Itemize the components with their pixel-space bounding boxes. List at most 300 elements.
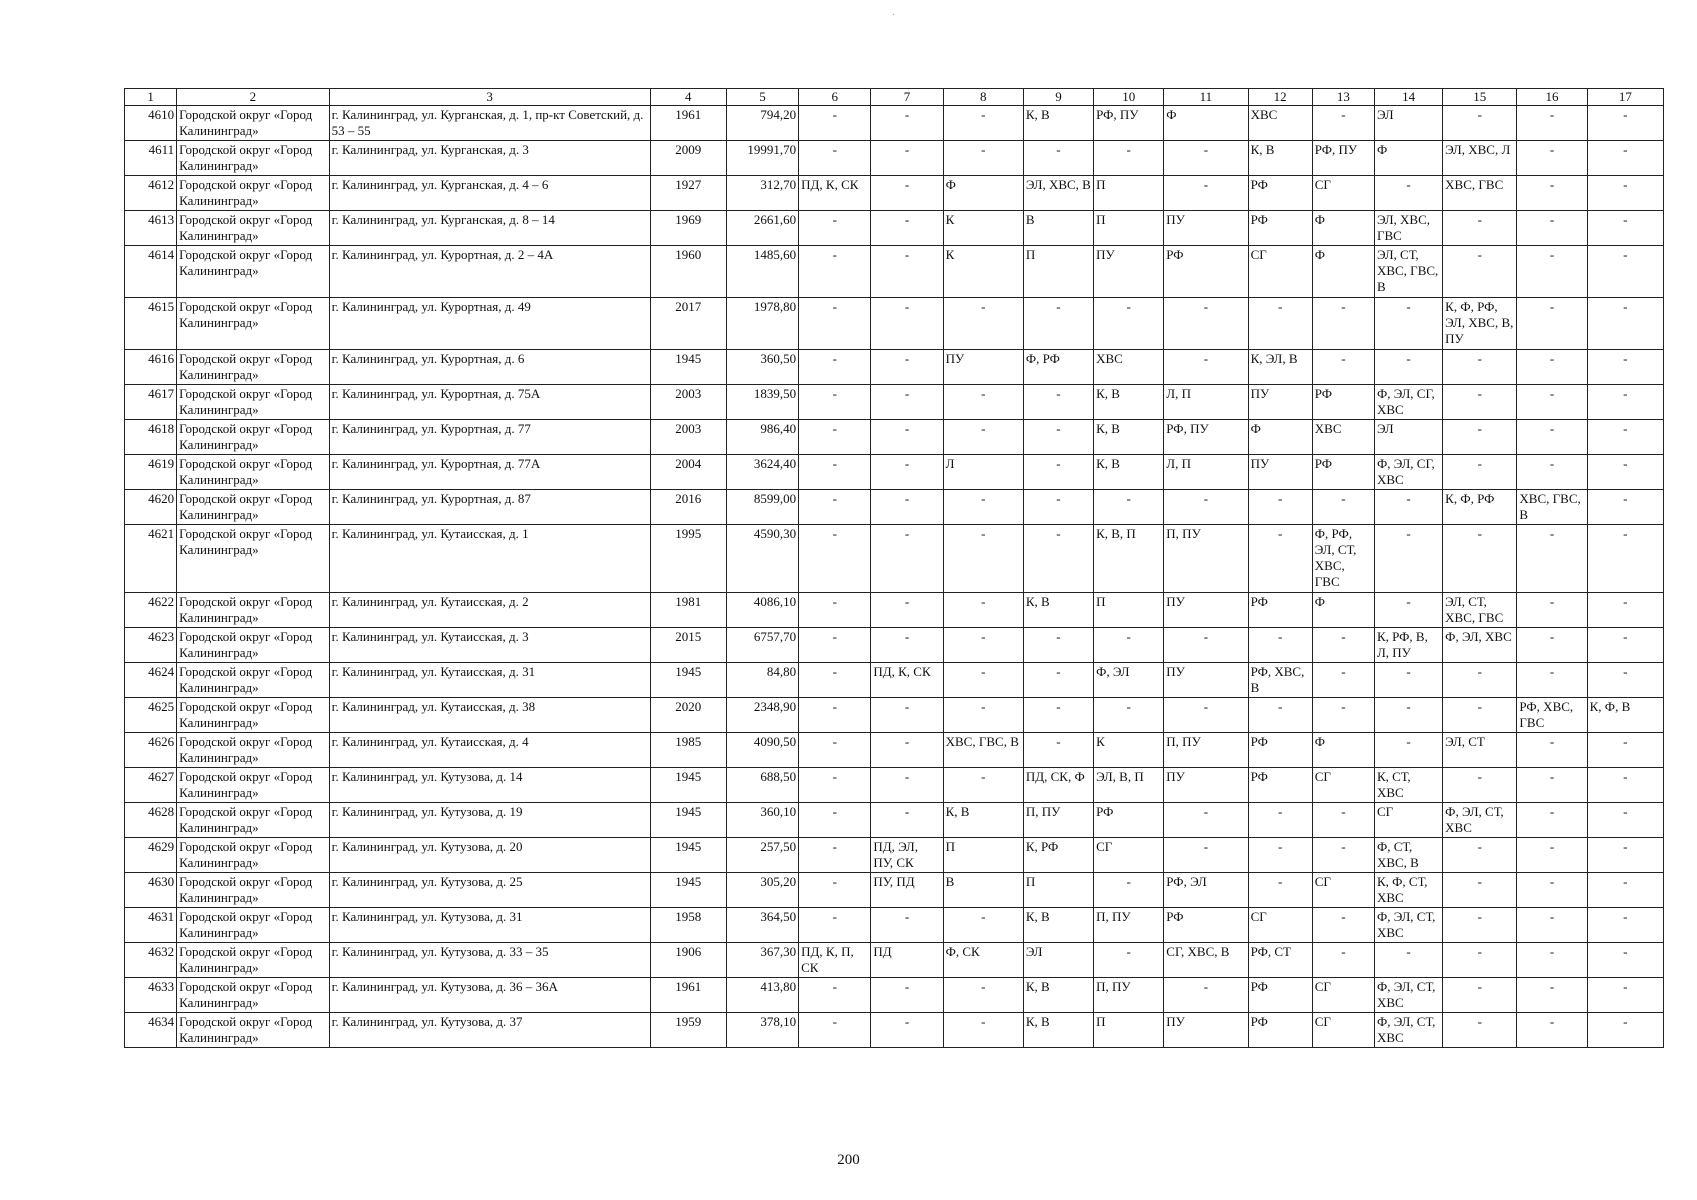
work-type-cell: - xyxy=(799,908,871,943)
work-type-cell: - xyxy=(871,803,943,838)
municipality-cell: Городской округ «Город Калининград» xyxy=(177,525,329,593)
row-number-cell: 4634 xyxy=(125,1013,177,1048)
work-type-cell: - xyxy=(1443,350,1517,385)
address-cell: г. Калининград, ул. Кутузова, д. 31 xyxy=(329,908,650,943)
work-type-cell: РФ xyxy=(1248,593,1312,628)
table-row xyxy=(125,943,1664,978)
work-type-cell: СГ xyxy=(1312,1013,1374,1048)
row-number-cell: 4610 xyxy=(125,106,177,141)
work-type-cell: - xyxy=(1248,525,1312,593)
work-type-cell: П, ПУ xyxy=(1094,908,1164,943)
work-type-cell: - xyxy=(799,525,871,593)
work-type-cell: - xyxy=(1517,663,1587,698)
area-cell: 794,20 xyxy=(726,106,798,141)
work-type-cell: - xyxy=(871,106,943,141)
work-type-cell: - xyxy=(1312,350,1374,385)
work-type-cell: Ф, СТ, ХВС, В xyxy=(1374,838,1442,873)
row-number-cell: 4622 xyxy=(125,593,177,628)
work-type-cell: Ф xyxy=(943,176,1023,211)
table-row xyxy=(125,385,1664,420)
column-header: 15 xyxy=(1443,89,1517,106)
municipality-cell: Городской округ «Город Калининград» xyxy=(177,1013,329,1048)
year-cell: 2016 xyxy=(650,490,726,525)
table-row xyxy=(125,106,1664,141)
row-number-cell: 4627 xyxy=(125,768,177,803)
municipality-cell: Городской округ «Город Калининград» xyxy=(177,943,329,978)
work-type-cell: - xyxy=(1517,593,1587,628)
municipality-cell: Городской округ «Город Калининград» xyxy=(177,628,329,663)
work-type-cell: СГ, ХВС, В xyxy=(1164,943,1248,978)
work-type-cell: ЭЛ xyxy=(1023,943,1093,978)
work-type-cell: - xyxy=(799,838,871,873)
work-type-cell: Ф xyxy=(1164,106,1248,141)
work-type-cell: - xyxy=(1517,943,1587,978)
work-type-cell: - xyxy=(1374,350,1442,385)
work-type-cell: Ф, ЭЛ xyxy=(1094,663,1164,698)
work-type-cell: - xyxy=(1587,663,1663,698)
work-type-cell: - xyxy=(871,978,943,1013)
table-row xyxy=(125,350,1664,385)
work-type-cell: - xyxy=(1443,698,1517,733)
work-type-cell: - xyxy=(1587,803,1663,838)
table-row xyxy=(125,1013,1664,1048)
work-type-cell: ПУ xyxy=(1164,593,1248,628)
work-type-cell: Ф xyxy=(1312,211,1374,246)
year-cell: 1945 xyxy=(650,768,726,803)
work-type-cell: - xyxy=(1094,628,1164,663)
municipality-cell: Городской округ «Город Калининград» xyxy=(177,698,329,733)
municipality-cell: Городской округ «Город Калининград» xyxy=(177,908,329,943)
work-type-cell: - xyxy=(871,385,943,420)
row-number-cell: 4615 xyxy=(125,298,177,350)
work-type-cell: - xyxy=(799,803,871,838)
table-row xyxy=(125,978,1664,1013)
municipality-cell: Городской округ «Город Калининград» xyxy=(177,106,329,141)
year-cell: 2009 xyxy=(650,141,726,176)
work-type-cell: - xyxy=(871,1013,943,1048)
work-type-cell: РФ xyxy=(1248,768,1312,803)
work-type-cell: - xyxy=(943,628,1023,663)
work-type-cell: - xyxy=(1374,943,1442,978)
work-type-cell: РФ xyxy=(1312,385,1374,420)
work-type-cell: - xyxy=(799,768,871,803)
work-type-cell: К, В xyxy=(1023,106,1093,141)
area-cell: 360,10 xyxy=(726,803,798,838)
area-cell: 4086,10 xyxy=(726,593,798,628)
municipality-cell: Городской округ «Город Калининград» xyxy=(177,663,329,698)
work-type-cell: П, ПУ xyxy=(1023,803,1093,838)
work-type-cell: Ф, ЭЛ, ХВС xyxy=(1443,628,1517,663)
work-type-cell: - xyxy=(1023,698,1093,733)
work-type-cell: - xyxy=(1312,490,1374,525)
address-cell: г. Калининград, ул. Курортная, д. 49 xyxy=(329,298,650,350)
work-type-cell: ХВС xyxy=(1312,420,1374,455)
work-type-cell: П xyxy=(1094,593,1164,628)
work-type-cell: РФ, ХВС, В xyxy=(1248,663,1312,698)
row-number-cell: 4621 xyxy=(125,525,177,593)
work-type-cell: - xyxy=(871,298,943,350)
work-type-cell: ПУ xyxy=(1248,455,1312,490)
work-type-cell: - xyxy=(1587,733,1663,768)
table-row xyxy=(125,420,1664,455)
address-cell: г. Калининград, ул. Курортная, д. 87 xyxy=(329,490,650,525)
work-type-cell: РФ xyxy=(1312,455,1374,490)
work-type-cell: - xyxy=(1443,211,1517,246)
work-type-cell: ПД, ЭЛ, ПУ, СК xyxy=(871,838,943,873)
area-cell: 4590,30 xyxy=(726,525,798,593)
work-type-cell: - xyxy=(1443,663,1517,698)
work-type-cell: - xyxy=(799,455,871,490)
municipality-cell: Городской округ «Город Калининград» xyxy=(177,246,329,298)
work-type-cell: - xyxy=(1023,385,1093,420)
work-type-cell: СГ xyxy=(1312,768,1374,803)
work-type-cell: - xyxy=(1094,298,1164,350)
address-cell: г. Калининград, ул. Кутаисская, д. 38 xyxy=(329,698,650,733)
table-row xyxy=(125,838,1664,873)
work-type-cell: - xyxy=(1094,490,1164,525)
work-type-cell: - xyxy=(799,628,871,663)
table-row xyxy=(125,298,1664,350)
work-type-cell: - xyxy=(1023,663,1093,698)
work-type-cell: ПД, К, СК xyxy=(799,176,871,211)
work-type-cell: - xyxy=(1023,490,1093,525)
work-type-cell: - xyxy=(1094,698,1164,733)
work-type-cell: - xyxy=(871,908,943,943)
column-header: 14 xyxy=(1374,89,1442,106)
work-type-cell: - xyxy=(1517,978,1587,1013)
work-type-cell: Ф, РФ xyxy=(1023,350,1093,385)
work-type-cell: К, В, П xyxy=(1094,525,1164,593)
work-type-cell: - xyxy=(1587,455,1663,490)
work-type-cell: ПУ xyxy=(943,350,1023,385)
work-type-cell: П, ПУ xyxy=(1094,978,1164,1013)
address-cell: г. Калининград, ул. Кутузова, д. 36 – 36А xyxy=(329,978,650,1013)
area-cell: 1485,60 xyxy=(726,246,798,298)
work-type-cell: - xyxy=(1587,385,1663,420)
row-number-cell: 4617 xyxy=(125,385,177,420)
address-cell: г. Калининград, ул. Кутузова, д. 20 xyxy=(329,838,650,873)
work-type-cell: - xyxy=(1248,873,1312,908)
year-cell: 1959 xyxy=(650,1013,726,1048)
work-type-cell: ХВС, ГВС, В xyxy=(943,733,1023,768)
work-type-cell: Ф xyxy=(1374,141,1442,176)
work-type-cell: - xyxy=(1517,455,1587,490)
column-header: 16 xyxy=(1517,89,1587,106)
work-type-cell: - xyxy=(799,698,871,733)
work-type-cell: - xyxy=(943,768,1023,803)
work-type-cell: - xyxy=(1517,908,1587,943)
municipality-cell: Городской округ «Город Калининград» xyxy=(177,141,329,176)
work-type-cell: - xyxy=(871,525,943,593)
address-cell: г. Калининград, ул. Кутузова, д. 33 – 35 xyxy=(329,943,650,978)
work-type-cell: - xyxy=(1248,490,1312,525)
work-type-cell: - xyxy=(1443,943,1517,978)
work-type-cell: - xyxy=(871,593,943,628)
column-header: 3 xyxy=(329,89,650,106)
table-row xyxy=(125,455,1664,490)
work-type-cell: - xyxy=(1443,455,1517,490)
year-cell: 1969 xyxy=(650,211,726,246)
work-type-cell: РФ, ЭЛ xyxy=(1164,873,1248,908)
address-cell: г. Калининград, ул. Курганская, д. 4 – 6 xyxy=(329,176,650,211)
table-row xyxy=(125,908,1664,943)
column-header: 10 xyxy=(1094,89,1164,106)
column-header: 5 xyxy=(726,89,798,106)
municipality-cell: Городской округ «Город Калининград» xyxy=(177,733,329,768)
work-type-cell: - xyxy=(1312,698,1374,733)
work-type-cell: - xyxy=(799,350,871,385)
work-type-cell: - xyxy=(799,211,871,246)
work-type-cell: - xyxy=(1587,176,1663,211)
work-type-cell: - xyxy=(1094,873,1164,908)
area-cell: 312,70 xyxy=(726,176,798,211)
year-cell: 1985 xyxy=(650,733,726,768)
work-type-cell: Ф, ЭЛ, СТ, ХВС xyxy=(1443,803,1517,838)
address-cell: г. Калининград, ул. Кутузова, д. 25 xyxy=(329,873,650,908)
work-type-cell: К, В xyxy=(1094,420,1164,455)
row-number-cell: 4616 xyxy=(125,350,177,385)
work-type-cell: - xyxy=(799,978,871,1013)
work-type-cell: К xyxy=(943,211,1023,246)
work-type-cell: ХВС xyxy=(1248,106,1312,141)
work-type-cell: - xyxy=(1517,838,1587,873)
area-cell: 305,20 xyxy=(726,873,798,908)
work-type-cell: Л xyxy=(943,455,1023,490)
address-cell: г. Калининград, ул. Курганская, д. 8 – 14 xyxy=(329,211,650,246)
work-type-cell: - xyxy=(1312,838,1374,873)
work-type-cell: ЭЛ, СТ xyxy=(1443,733,1517,768)
work-type-cell: - xyxy=(1374,490,1442,525)
column-header: 1 xyxy=(125,89,177,106)
municipality-cell: Городской округ «Город Калининград» xyxy=(177,768,329,803)
work-type-cell: РФ xyxy=(1164,908,1248,943)
column-header: 13 xyxy=(1312,89,1374,106)
work-type-cell: - xyxy=(1374,525,1442,593)
area-cell: 364,50 xyxy=(726,908,798,943)
work-type-cell: ПУ xyxy=(1248,385,1312,420)
municipality-cell: Городской округ «Город Калининград» xyxy=(177,350,329,385)
row-number-cell: 4620 xyxy=(125,490,177,525)
work-type-cell: РФ, ПУ xyxy=(1094,106,1164,141)
work-type-cell: - xyxy=(1587,298,1663,350)
work-type-cell: ПУ xyxy=(1164,663,1248,698)
work-type-cell: - xyxy=(1164,350,1248,385)
work-type-cell: - xyxy=(1587,141,1663,176)
work-type-cell: РФ xyxy=(1248,211,1312,246)
work-type-cell: - xyxy=(1443,106,1517,141)
work-type-cell: - xyxy=(1587,1013,1663,1048)
work-type-cell: - xyxy=(1517,350,1587,385)
year-cell: 1945 xyxy=(650,873,726,908)
work-type-cell: - xyxy=(1517,420,1587,455)
row-number-cell: 4613 xyxy=(125,211,177,246)
area-cell: 4090,50 xyxy=(726,733,798,768)
work-type-cell: П, ПУ xyxy=(1164,525,1248,593)
address-cell: г. Калининград, ул. Курортная, д. 2 – 4А xyxy=(329,246,650,298)
address-cell: г. Калининград, ул. Курортная, д. 75А xyxy=(329,385,650,420)
work-type-cell: - xyxy=(1587,978,1663,1013)
work-type-cell: - xyxy=(1164,978,1248,1013)
work-type-cell: - xyxy=(1164,298,1248,350)
municipality-cell: Городской округ «Город Калининград» xyxy=(177,803,329,838)
work-type-cell: - xyxy=(799,106,871,141)
work-type-cell: ХВС xyxy=(1094,350,1164,385)
work-type-cell: К, В xyxy=(1023,908,1093,943)
municipality-cell: Городской округ «Город Калининград» xyxy=(177,593,329,628)
work-type-cell: П xyxy=(1094,211,1164,246)
work-type-cell: - xyxy=(1312,803,1374,838)
work-type-cell: - xyxy=(871,211,943,246)
work-type-cell: - xyxy=(1312,908,1374,943)
area-cell: 3624,40 xyxy=(726,455,798,490)
work-type-cell: Ф xyxy=(1312,733,1374,768)
municipality-cell: Городской округ «Город Калининград» xyxy=(177,211,329,246)
work-type-cell: - xyxy=(1023,298,1093,350)
work-type-cell: П xyxy=(1023,246,1093,298)
work-type-cell: - xyxy=(1517,873,1587,908)
work-type-cell: - xyxy=(1587,211,1663,246)
work-type-cell: ПД, СК, Ф xyxy=(1023,768,1093,803)
work-type-cell: - xyxy=(799,733,871,768)
work-type-cell: - xyxy=(1587,525,1663,593)
work-type-cell: К, РФ, В, Л, ПУ xyxy=(1374,628,1442,663)
work-type-cell: ЭЛ, ХВС, Л xyxy=(1443,141,1517,176)
row-number-cell: 4618 xyxy=(125,420,177,455)
work-type-cell: - xyxy=(1443,525,1517,593)
work-type-cell: К, СТ, ХВС xyxy=(1374,768,1442,803)
column-header: 8 xyxy=(943,89,1023,106)
work-type-cell: - xyxy=(1248,628,1312,663)
area-cell: 378,10 xyxy=(726,1013,798,1048)
area-cell: 19991,70 xyxy=(726,141,798,176)
column-header: 9 xyxy=(1023,89,1093,106)
work-type-cell: - xyxy=(1094,943,1164,978)
work-type-cell: - xyxy=(1443,873,1517,908)
work-type-cell: - xyxy=(1248,698,1312,733)
work-type-cell: В xyxy=(943,873,1023,908)
municipality-cell: Городской округ «Город Калининград» xyxy=(177,873,329,908)
work-type-cell: - xyxy=(1587,350,1663,385)
work-type-cell: - xyxy=(871,768,943,803)
municipality-cell: Городской округ «Город Калининград» xyxy=(177,298,329,350)
table-row xyxy=(125,698,1664,733)
work-type-cell: СГ xyxy=(1312,176,1374,211)
work-type-cell: - xyxy=(1312,663,1374,698)
row-number-cell: 4628 xyxy=(125,803,177,838)
work-type-cell: ЭЛ, В, П xyxy=(1094,768,1164,803)
work-type-cell: - xyxy=(1023,420,1093,455)
table-row xyxy=(125,628,1664,663)
year-cell: 1961 xyxy=(650,978,726,1013)
work-type-cell: - xyxy=(1443,978,1517,1013)
work-type-cell: - xyxy=(943,298,1023,350)
work-type-cell: СГ xyxy=(1312,978,1374,1013)
area-cell: 986,40 xyxy=(726,420,798,455)
work-type-cell: - xyxy=(1248,298,1312,350)
work-type-cell: Л, П xyxy=(1164,385,1248,420)
work-type-cell: - xyxy=(1023,455,1093,490)
table-row xyxy=(125,246,1664,298)
work-type-cell: - xyxy=(1443,385,1517,420)
year-cell: 2015 xyxy=(650,628,726,663)
register-table xyxy=(124,88,1664,1048)
table-row xyxy=(125,873,1664,908)
area-cell: 6757,70 xyxy=(726,628,798,663)
municipality-cell: Городской округ «Город Калининград» xyxy=(177,420,329,455)
year-cell: 1945 xyxy=(650,803,726,838)
year-cell: 1945 xyxy=(650,350,726,385)
table-row xyxy=(125,141,1664,176)
work-type-cell: ХВС, ГВС, В xyxy=(1517,490,1587,525)
address-cell: г. Калининград, ул. Кутузова, д. 37 xyxy=(329,1013,650,1048)
work-type-cell: РФ xyxy=(1164,246,1248,298)
work-type-cell: ЭЛ, ХВС, В xyxy=(1023,176,1093,211)
table-row xyxy=(125,733,1664,768)
area-cell: 413,80 xyxy=(726,978,798,1013)
address-cell: г. Калининград, ул. Курортная, д. 77А xyxy=(329,455,650,490)
municipality-cell: Городской округ «Город Калининград» xyxy=(177,490,329,525)
work-type-cell: - xyxy=(1587,628,1663,663)
year-cell: 2003 xyxy=(650,420,726,455)
municipality-cell: Городской округ «Город Калининград» xyxy=(177,385,329,420)
work-type-cell: РФ xyxy=(1248,733,1312,768)
work-type-cell: - xyxy=(1023,141,1093,176)
address-cell: г. Калининград, ул. Кутаисская, д. 4 xyxy=(329,733,650,768)
work-type-cell: Ф, ЭЛ, СТ, ХВС xyxy=(1374,978,1442,1013)
work-type-cell: - xyxy=(1312,628,1374,663)
work-type-cell: РФ, СТ xyxy=(1248,943,1312,978)
work-type-cell: П xyxy=(1094,1013,1164,1048)
work-type-cell: - xyxy=(1517,525,1587,593)
work-type-cell: - xyxy=(1517,768,1587,803)
work-type-cell: - xyxy=(871,176,943,211)
work-type-cell: В xyxy=(1023,211,1093,246)
table-row xyxy=(125,593,1664,628)
work-type-cell: - xyxy=(1517,803,1587,838)
work-type-cell: - xyxy=(1164,176,1248,211)
work-type-cell: ПУ, ПД xyxy=(871,873,943,908)
work-type-cell: ЭЛ, СТ, ХВС, ГВС xyxy=(1443,593,1517,628)
work-type-cell: - xyxy=(1517,298,1587,350)
row-number-cell: 4632 xyxy=(125,943,177,978)
work-type-cell: - xyxy=(799,490,871,525)
work-type-cell: - xyxy=(1587,593,1663,628)
work-type-cell: Ф xyxy=(1248,420,1312,455)
year-cell: 1945 xyxy=(650,838,726,873)
work-type-cell: - xyxy=(943,385,1023,420)
work-type-cell: - xyxy=(1517,211,1587,246)
work-type-cell: - xyxy=(1587,106,1663,141)
area-cell: 8599,00 xyxy=(726,490,798,525)
work-type-cell: - xyxy=(799,385,871,420)
work-type-cell: - xyxy=(1443,420,1517,455)
column-header: 11 xyxy=(1164,89,1248,106)
column-header: 7 xyxy=(871,89,943,106)
work-type-cell: - xyxy=(799,663,871,698)
year-cell: 2017 xyxy=(650,298,726,350)
work-type-cell: - xyxy=(1517,385,1587,420)
work-type-cell: - xyxy=(943,106,1023,141)
municipality-cell: Городской округ «Город Калининград» xyxy=(177,978,329,1013)
column-header: 4 xyxy=(650,89,726,106)
work-type-cell: - xyxy=(1312,106,1374,141)
work-type-cell: К, В xyxy=(943,803,1023,838)
work-type-cell: - xyxy=(1443,246,1517,298)
work-type-cell: - xyxy=(1517,1013,1587,1048)
work-type-cell: СГ xyxy=(1248,908,1312,943)
row-number-cell: 4612 xyxy=(125,176,177,211)
work-type-cell: СГ xyxy=(1248,246,1312,298)
